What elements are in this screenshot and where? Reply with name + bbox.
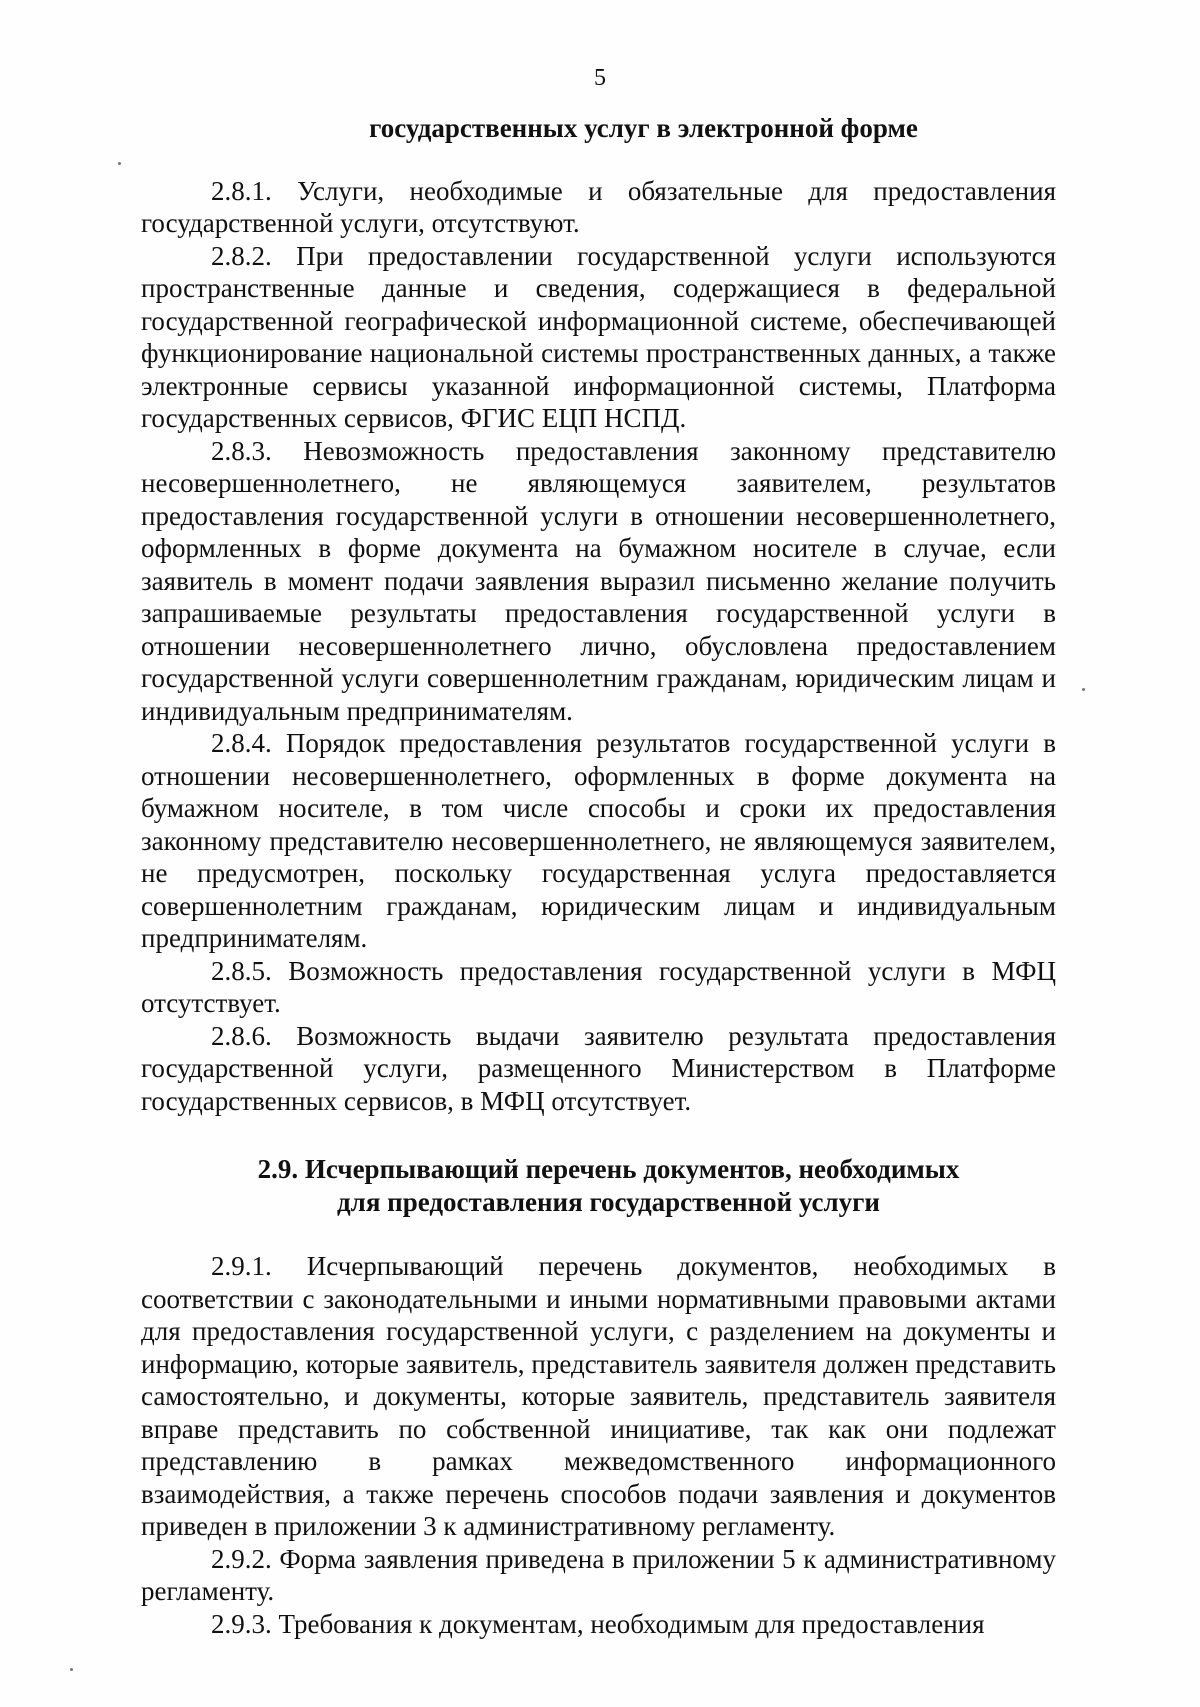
section-heading-2-9	[141, 1153, 1056, 1218]
page-number: 5	[594, 65, 606, 91]
scan-speck	[1082, 688, 1085, 691]
paragraph-2-8-3: 2.8.3. Невозможность предоставления законному представителю несовершеннолетнего, не являющемуся заявителем, результатов предоставления государственной услуги в отношении несовершеннолетнего, оформленных в форме документа на бумажном носителе в случае, если заявитель в момент подачи заявления выразил письменно желание получить запрашиваемые результаты предоставления государственной услуги в отношении несовершеннолетнего лично, обусловлена предоставлением государственной услуги совершеннолетним гражданам, юридическим лицам и индивидуальным предпринимателям.	[141, 435, 1056, 726]
paragraph-2-8-6: 2.8.6. Возможность выдачи заявителю результата предоставления государственной услуги, размещенного Министерством в Платформе государственных сервисов, в МФЦ отсутствует.	[141, 1020, 1056, 1116]
paragraph-2-8-4: 2.8.4. Порядок предоставления результатов государственной услуги в отношении несовершеннолетнего, оформленных в форме документа на бумажном носителе, в том числе способы и сроки их предоставления законному представителю несовершеннолетнего, не являющемуся заявителем, не предусмотрен, поскольку государственная услуга предоставляется совершеннолетним гражданам, юридическим лицам и индивидуальным предпринимателям.	[141, 728, 1056, 953]
paragraph-2-8-5: 2.8.5. Возможность предоставления государственной услуги в МФЦ отсутствует.	[141, 955, 1056, 1018]
paragraph-2-9-1: 2.9.1. Исчерпывающий перечень документов, необходимых в соответствии с законодательными и иными нормативными правовыми актами для предоставления государственной услуги, с разделением на документы и информацию, которые заявитель, представитель заявителя должен представить самостоятельно, и документы, которые заявитель, представитель заявителя вправе представить по собственной инициативе, так как они подлежат представлению в рамках межведомственного информационного взаимодействия, а также перечень способов подачи заявления и документов приведен в приложении 3 к административному регламенту.	[141, 1251, 1056, 1541]
section-heading-line-2: для предоставления государственной услуги	[337, 1186, 880, 1217]
paragraph-2-9-3: 2.9.3. Требования к документам, необходимым для предоставления	[211, 1608, 985, 1639]
section-heading-continued: государственных услуг в электронной форме	[369, 113, 918, 143]
document-body	[141, 112, 1056, 1640]
scan-speck	[118, 162, 121, 165]
scan-speck	[70, 1668, 73, 1671]
paragraph-2-8-1: 2.8.1. Услуги, необходимые и обязательные для предоставления государственной услуги, отсутствуют.	[141, 175, 1056, 238]
paragraph-2-8-2: 2.8.2. При предоставлении государственной услуги используются пространственные данные и сведения, содержащиеся в федеральной государственной географической информационной системе, обеспечивающей функционирование национальной системы пространственных данных, а также электронные сервисы указанной информационной системы, Платформа государственных сервисов, ФГИС ЕЦП НСПД.	[141, 240, 1056, 433]
section-heading-line-1: 2.9. Исчерпывающий перечень документов, необходимых	[257, 1154, 960, 1184]
paragraph-2-9-2: 2.9.2. Форма заявления приведена в приложении 5 к административному регламенту.	[141, 1543, 1056, 1606]
